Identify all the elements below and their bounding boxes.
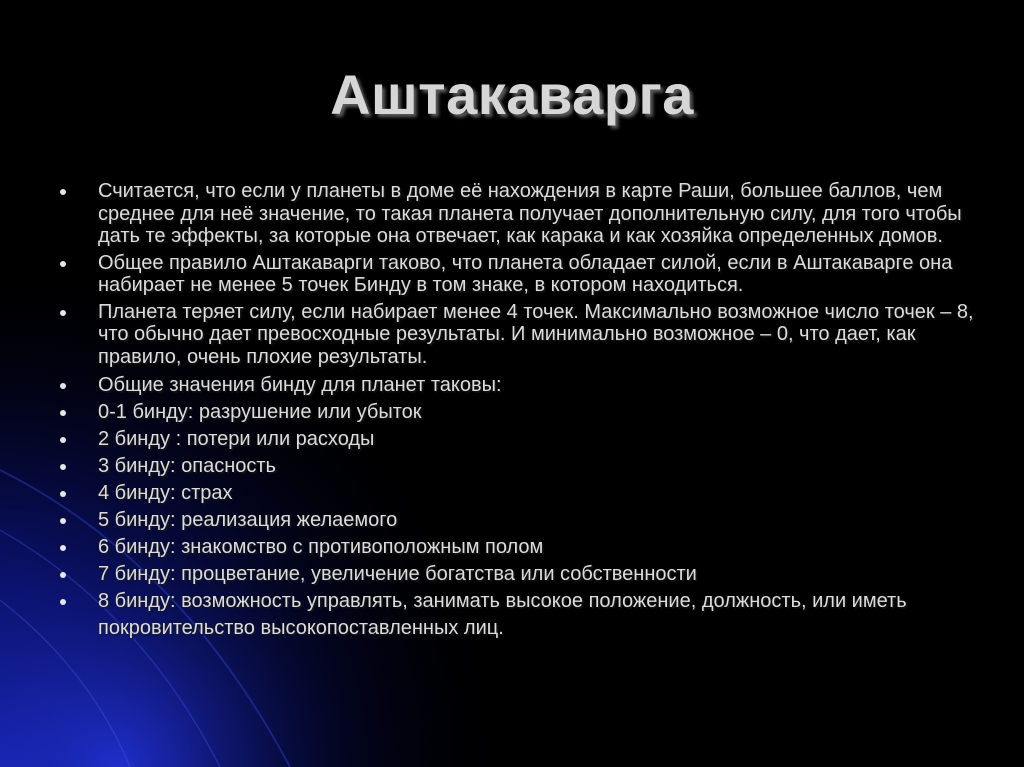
bullet-item [60, 480, 980, 507]
bullet-item [60, 426, 980, 453]
bullet-dot-icon [60, 189, 66, 195]
bullet-text: 2 бинду : потери или расходы [98, 428, 375, 450]
bullet-text: 5 бинду: реализация желаемого [98, 509, 398, 531]
bullet-text: Считается, что если у планеты в доме её нахождения в карте Раши, большее баллов, чем среднее для неё значение, то такая планета получает дополнительную силу, для того чтобы дать те эффекты, за которые она отвечает, как карака и как хозяйка определенных домов. [98, 180, 962, 247]
bullet-dot-icon [60, 545, 66, 551]
bullet-item [60, 252, 980, 297]
bullet-item [60, 372, 980, 399]
bullet-dot-icon [60, 261, 66, 267]
bullet-dot-icon [60, 464, 66, 470]
bullet-dot-icon [60, 599, 66, 605]
bullet-item [60, 453, 980, 480]
bullet-dot-icon [60, 310, 66, 316]
bullet-item [60, 534, 980, 561]
bullet-dot-icon [60, 410, 66, 416]
bullet-dot-icon [60, 518, 66, 524]
bullet-text: 8 бинду: возможность управлять, занимать высокое положение, должность, или иметь покровительство высокопоставленных лиц. [98, 590, 907, 639]
bullet-dot-icon [60, 383, 66, 389]
bullet-item [60, 301, 980, 369]
bullet-text: Планета теряет силу, если набирает менее 4 точек. Максимально возможное число точек – 8, что обычно дает превосходные результаты. И минимально возможное – 0, что дает, как правило, очень плохие результаты. [98, 300, 974, 368]
bullet-text: 6 бинду: знакомство с противоположным полом [98, 536, 544, 558]
bullet-text: 7 бинду: процветание, увеличение богатства или собственности [98, 563, 697, 585]
bullet-item [60, 561, 980, 588]
bullet-text: 0-1 бинду: разрушение или убыток [98, 401, 422, 423]
bullet-text: Общие значения бинду для планет таковы: [98, 374, 502, 396]
bullet-text: 4 бинду: страх [98, 482, 233, 504]
bullet-item [60, 180, 980, 248]
bullet-text: Общее правило Аштакаварги таково, что планета обладает силой, если в Аштакаварге она набирает не менее 5 точек Бинду в том знаке, в котором находиться. [98, 251, 953, 296]
bullet-item [60, 507, 980, 534]
bullet-item [60, 399, 980, 426]
bullet-list [60, 180, 980, 642]
slide-title: Аштакаварга [330, 63, 694, 126]
bullet-dot-icon [60, 437, 66, 443]
bullet-item [60, 588, 980, 642]
bullet-dot-icon [60, 572, 66, 578]
bullet-text: 3 бинду: опасность [98, 455, 276, 477]
bullet-dot-icon [60, 491, 66, 497]
